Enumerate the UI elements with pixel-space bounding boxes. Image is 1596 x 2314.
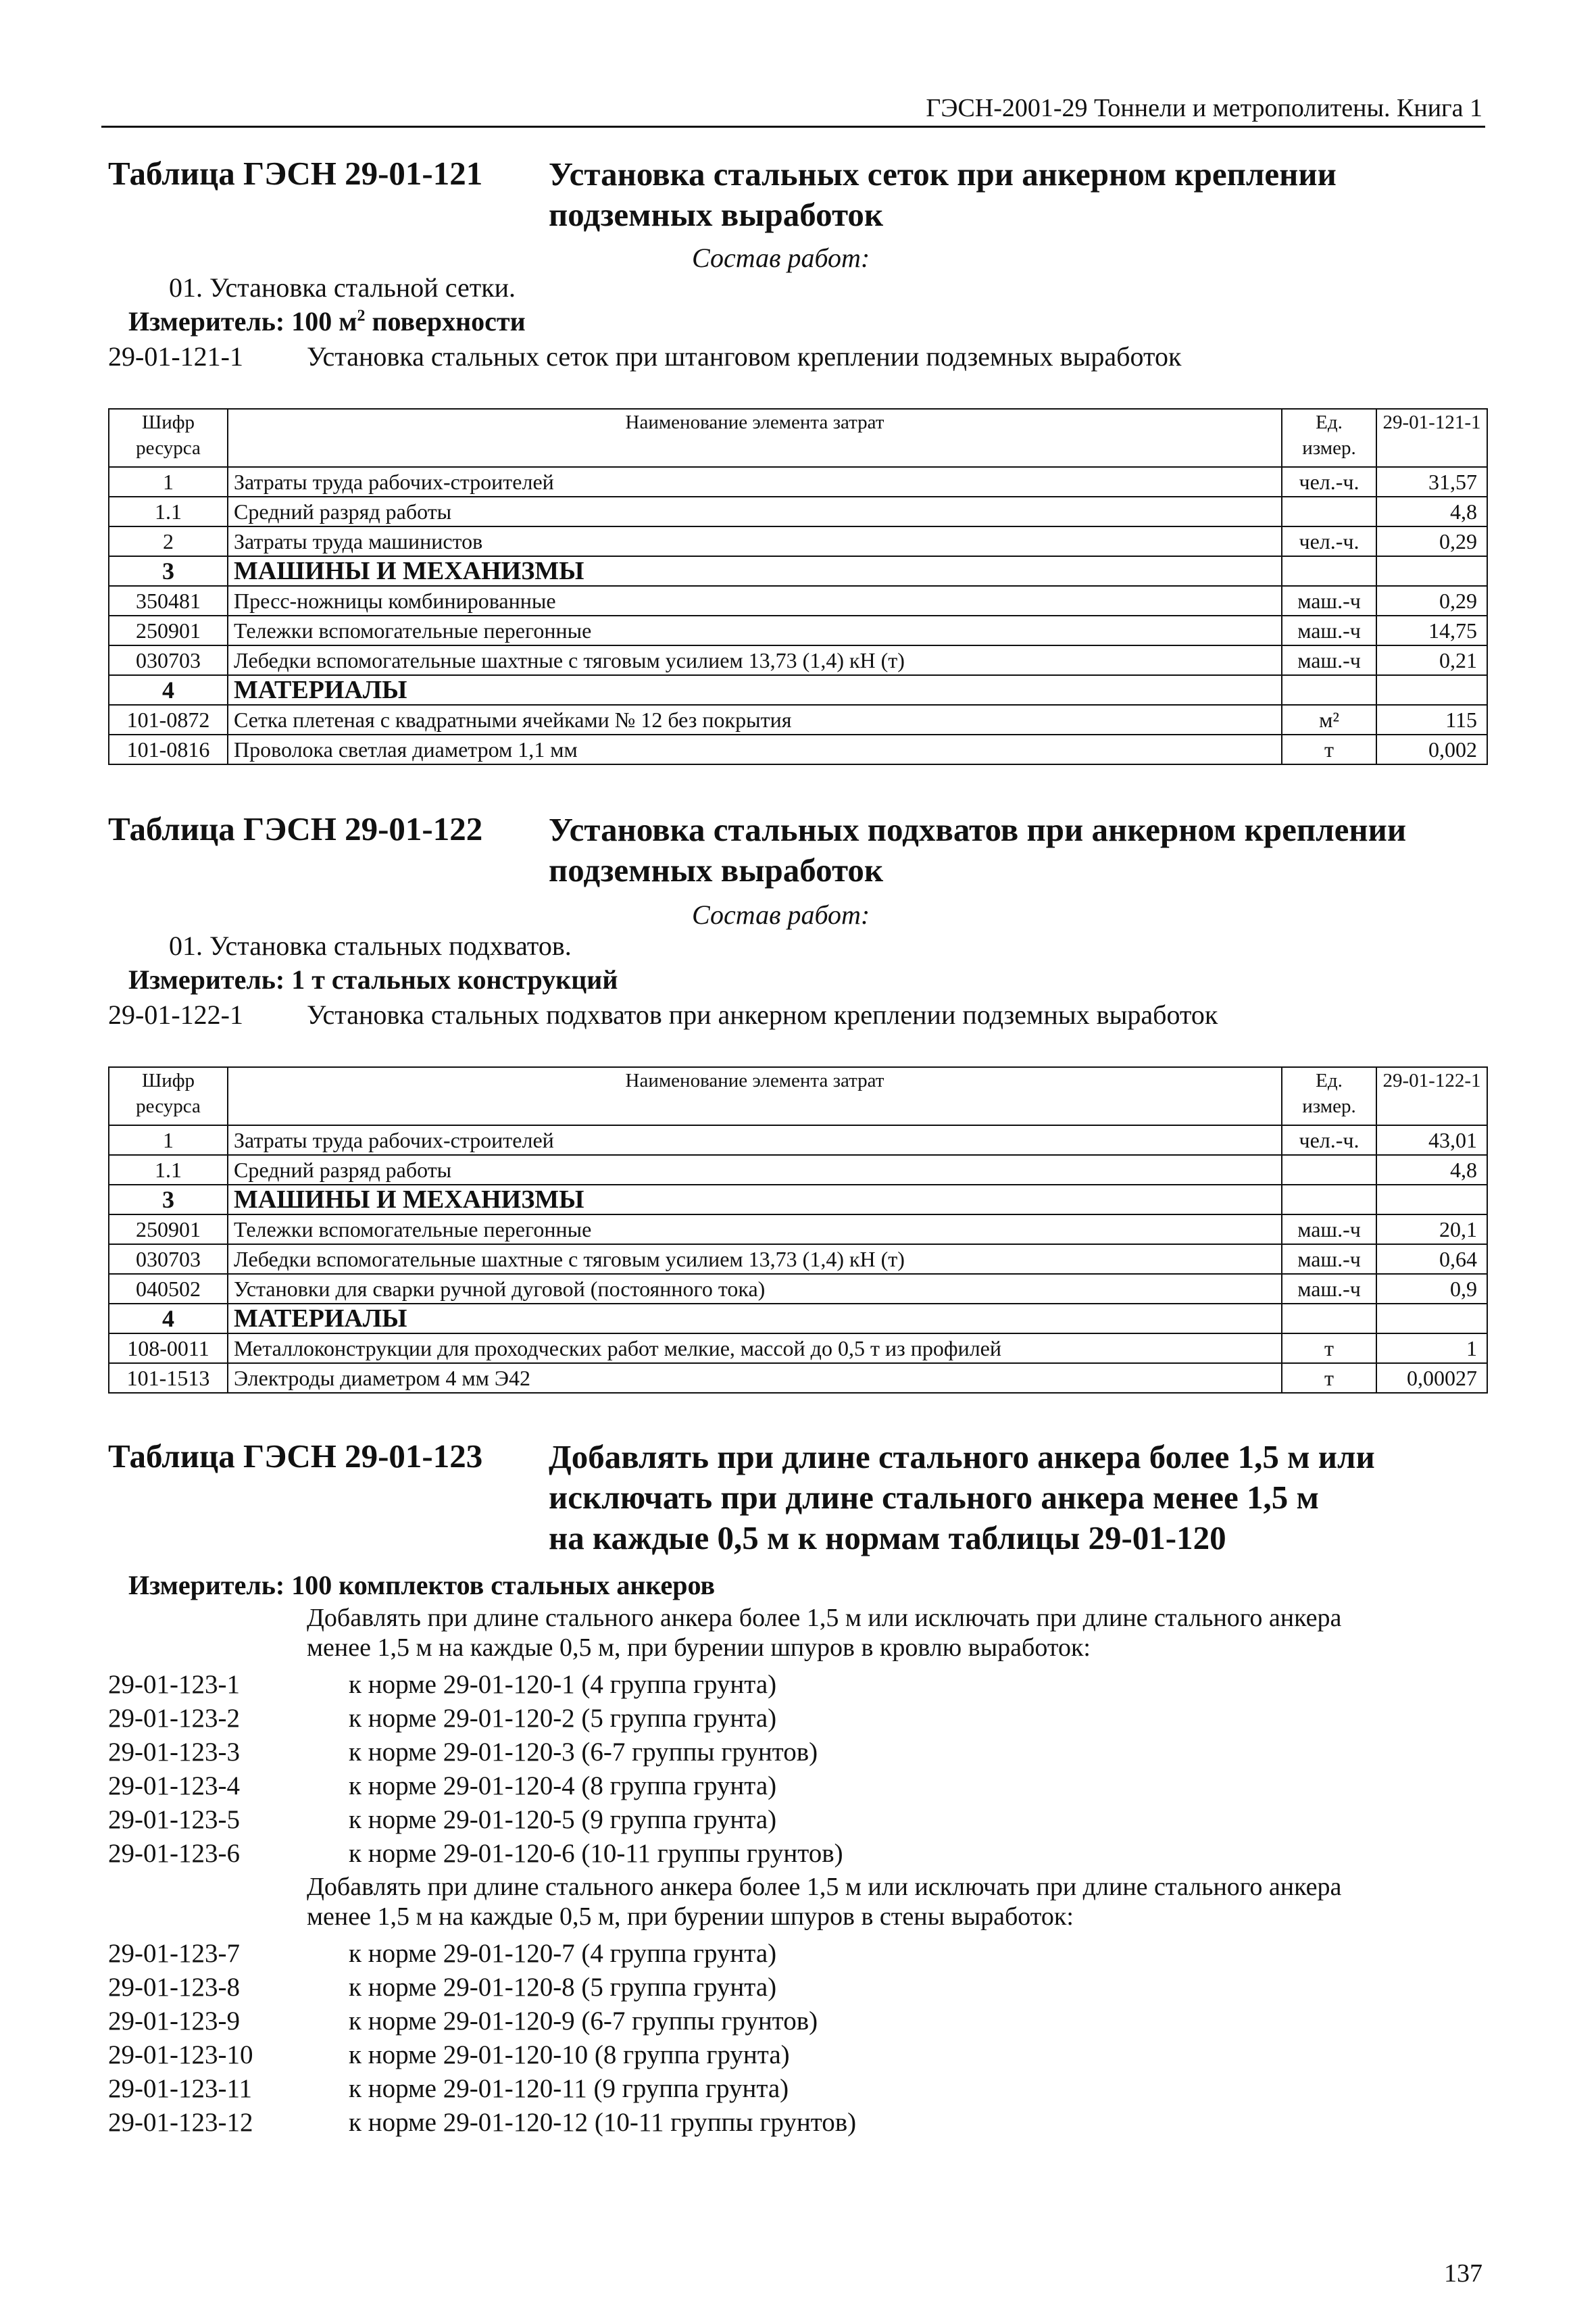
norm-code: 29-01-123-3 bbox=[108, 1738, 240, 1767]
col-header-code: Шифр ресурса bbox=[109, 1067, 228, 1125]
value-cell: 0,21 bbox=[1376, 645, 1487, 675]
unit-cell: т bbox=[1282, 1363, 1376, 1393]
running-header: ГЭСН-2001-29 Тоннели и метрополитены. Книга 1 bbox=[926, 94, 1482, 122]
resource-code-cell: 350481 bbox=[109, 586, 228, 616]
resource-code-cell: 1.1 bbox=[109, 1155, 228, 1185]
resource-code-cell: 1 bbox=[109, 467, 228, 497]
resource-name-cell: Установки для сварки ручной дуговой (постоянного тока) bbox=[228, 1274, 1282, 1304]
table-row bbox=[109, 735, 1487, 764]
unit-cell bbox=[1282, 1155, 1376, 1185]
resource-code-cell: 101-0816 bbox=[109, 735, 228, 764]
table-row bbox=[109, 467, 1487, 497]
resource-code-cell: 108-0011 bbox=[109, 1333, 228, 1363]
measure-value: 100 м bbox=[291, 306, 357, 337]
table-122-resources bbox=[108, 1066, 1488, 1394]
table-row bbox=[109, 526, 1487, 556]
value-cell bbox=[1376, 1185, 1487, 1214]
resource-code-cell: 2 bbox=[109, 526, 228, 556]
unit-cell bbox=[1282, 497, 1376, 526]
unit-cell bbox=[1282, 675, 1376, 705]
norm-text: к норме 29-01-120-11 (9 группа грунта) bbox=[349, 2074, 789, 2103]
col-header-code: Шифр ресурса bbox=[109, 409, 228, 467]
table-122-work-composition-heading: Состав работ: bbox=[692, 900, 870, 930]
col-header-name: Наименование элемента затрат bbox=[228, 1067, 1282, 1125]
value-cell: 0,9 bbox=[1376, 1274, 1487, 1304]
page-number: 137 bbox=[1444, 2259, 1482, 2288]
norm-code: 29-01-123-2 bbox=[108, 1704, 240, 1733]
unit-cell bbox=[1282, 1304, 1376, 1333]
table-row bbox=[109, 1214, 1487, 1244]
table-123-title-line1: Добавлять при длине стального анкера более 1,5 м или bbox=[549, 1438, 1375, 1475]
norm-code: 29-01-123-4 bbox=[108, 1771, 240, 1800]
resource-name-cell: Затраты труда рабочих-строителей bbox=[228, 467, 1282, 497]
norm-code: 29-01-123-12 bbox=[108, 2108, 253, 2137]
value-cell: 43,01 bbox=[1376, 1125, 1487, 1155]
measure-label: Измеритель: bbox=[128, 964, 285, 995]
resource-code-cell: 250901 bbox=[109, 616, 228, 645]
norm-code: 29-01-123-1 bbox=[108, 1670, 240, 1699]
value-cell bbox=[1376, 1304, 1487, 1333]
resource-code-cell: 1 bbox=[109, 1125, 228, 1155]
norm-text: к норме 29-01-120-10 (8 группа грунта) bbox=[349, 2040, 790, 2069]
norm-text: к норме 29-01-120-7 (4 группа грунта) bbox=[349, 1939, 777, 1968]
norm-text: к норме 29-01-120-1 (4 группа грунта) bbox=[349, 1670, 777, 1699]
norm-text: к норме 29-01-120-5 (9 группа грунта) bbox=[349, 1805, 777, 1834]
col-header-unit: Ед. измер. bbox=[1282, 409, 1376, 467]
table-121-work-item: 01. Установка стальной сетки. bbox=[169, 272, 516, 303]
resource-code-cell: 1.1 bbox=[109, 497, 228, 526]
col-header-name: Наименование элемента затрат bbox=[228, 409, 1282, 467]
unit-cell: маш.-ч bbox=[1282, 1214, 1376, 1244]
table-row bbox=[109, 556, 1487, 586]
table-row bbox=[109, 1244, 1487, 1274]
norm-code: 29-01-123-8 bbox=[108, 1973, 240, 2002]
resource-name-cell: Средний разряд работы bbox=[228, 1155, 1282, 1185]
resource-code-cell: 3 bbox=[109, 1185, 228, 1214]
table-122-measure bbox=[128, 964, 618, 995]
norm-text: к норме 29-01-120-4 (8 группа грунта) bbox=[349, 1771, 777, 1800]
intro-line: менее 1,5 м на каждые 0,5 м, при бурении шпуров в кровлю выработок: bbox=[307, 1633, 1091, 1662]
table-122-label: Таблица ГЭСН 29-01-122 bbox=[108, 810, 483, 847]
norm-code: 29-01-123-7 bbox=[108, 1939, 240, 1968]
value-cell: 20,1 bbox=[1376, 1214, 1487, 1244]
resource-name-cell: Средний разряд работы bbox=[228, 497, 1282, 526]
value-cell bbox=[1376, 675, 1487, 705]
value-cell: 4,8 bbox=[1376, 1155, 1487, 1185]
table-123-title bbox=[549, 1437, 1375, 1558]
table-row bbox=[109, 1363, 1487, 1393]
unit-cell: маш.-ч bbox=[1282, 645, 1376, 675]
value-cell: 0,29 bbox=[1376, 586, 1487, 616]
resource-name-cell: Тележки вспомогательные перегонные bbox=[228, 616, 1282, 645]
unit-cell bbox=[1282, 556, 1376, 586]
resource-code-cell: 250901 bbox=[109, 1214, 228, 1244]
norm-code: 29-01-123-10 bbox=[108, 2040, 253, 2069]
table-row bbox=[109, 675, 1487, 705]
table-122-norm-code: 29-01-122-1 bbox=[108, 1000, 243, 1030]
table-121-work-composition-heading: Состав работ: bbox=[692, 243, 870, 273]
norm-code: 29-01-123-11 bbox=[108, 2074, 253, 2103]
table-row bbox=[109, 705, 1487, 735]
col-header-unit: Ед. измер. bbox=[1282, 1067, 1376, 1125]
unit-cell bbox=[1282, 1185, 1376, 1214]
table-123-intro-1 bbox=[307, 1603, 1341, 1663]
table-122-title-line1: Установка стальных подхватов при анкерном креплении bbox=[549, 811, 1407, 848]
table-123-measure bbox=[128, 1569, 715, 1601]
norm-text: к норме 29-01-120-3 (6-7 группы грунтов) bbox=[349, 1738, 818, 1767]
resource-code-cell: 4 bbox=[109, 675, 228, 705]
table-row bbox=[109, 1185, 1487, 1214]
value-cell: 0,00027 bbox=[1376, 1363, 1487, 1393]
table-row bbox=[109, 586, 1487, 616]
intro-line: менее 1,5 м на каждые 0,5 м, при бурении шпуров в стены выработок: bbox=[307, 1902, 1074, 1931]
resource-name-cell: Затраты труда рабочих-строителей bbox=[228, 1125, 1282, 1155]
header-rule bbox=[101, 126, 1485, 128]
resource-name-cell: Тележки вспомогательные перегонные bbox=[228, 1214, 1282, 1244]
table-121-title-line1: Установка стальных сеток при анкерном креплении bbox=[549, 155, 1337, 193]
table-row bbox=[109, 1304, 1487, 1333]
resource-name-cell: Металлоконструкции для проходческих работ мелкие, массой до 0,5 т из профилей bbox=[228, 1333, 1282, 1363]
resource-code-cell: 040502 bbox=[109, 1274, 228, 1304]
norm-text: к норме 29-01-120-6 (10-11 группы грунтов) bbox=[349, 1839, 843, 1868]
table-row bbox=[109, 1333, 1487, 1363]
resource-name-cell: МАТЕРИАЛЫ bbox=[228, 1304, 1282, 1333]
value-cell: 0,64 bbox=[1376, 1244, 1487, 1274]
norm-code: 29-01-123-5 bbox=[108, 1805, 240, 1834]
table-121-title-line2: подземных выработок bbox=[549, 196, 884, 233]
value-cell: 0,002 bbox=[1376, 735, 1487, 764]
resource-name-cell: МАШИНЫ И МЕХАНИЗМЫ bbox=[228, 1185, 1282, 1214]
table-121-resources bbox=[108, 408, 1488, 765]
table-123-title-line2: исключать при длине стального анкера менее 1,5 м bbox=[549, 1479, 1319, 1516]
table-row bbox=[109, 645, 1487, 675]
table-122-title bbox=[549, 810, 1406, 891]
table-122-title-line2: подземных выработок bbox=[549, 852, 884, 889]
measure-value: 1 т стальных конструкций bbox=[291, 964, 618, 995]
unit-cell: чел.-ч. bbox=[1282, 1125, 1376, 1155]
table-121-label: Таблица ГЭСН 29-01-121 bbox=[108, 155, 483, 192]
norm-code: 29-01-123-6 bbox=[108, 1839, 240, 1868]
resource-name-cell: Пресс-ножницы комбинированные bbox=[228, 586, 1282, 616]
norm-code: 29-01-123-9 bbox=[108, 2007, 240, 2036]
norm-text: к норме 29-01-120-8 (5 группа грунта) bbox=[349, 1973, 777, 2002]
table-122-norm-text: Установка стальных подхватов при анкерном креплении подземных выработок bbox=[307, 1000, 1218, 1030]
norm-text: к норме 29-01-120-2 (5 группа грунта) bbox=[349, 1704, 777, 1733]
unit-cell: чел.-ч. bbox=[1282, 526, 1376, 556]
resource-name-cell: Проволока светлая диаметром 1,1 мм bbox=[228, 735, 1282, 764]
unit-cell: маш.-ч bbox=[1282, 1244, 1376, 1274]
value-cell: 1 bbox=[1376, 1333, 1487, 1363]
resource-name-cell: Лебедки вспомогательные шахтные с тяговым усилием 13,73 (1,4) кН (т) bbox=[228, 1244, 1282, 1274]
col-header-norm: 29-01-122-1 bbox=[1376, 1067, 1487, 1125]
resource-name-cell: Электроды диаметром 4 мм Э42 bbox=[228, 1363, 1282, 1393]
unit-cell: маш.-ч bbox=[1282, 586, 1376, 616]
resource-code-cell: 4 bbox=[109, 1304, 228, 1333]
measure-value: 100 комплектов стальных анкеров bbox=[291, 1570, 716, 1600]
value-cell: 14,75 bbox=[1376, 616, 1487, 645]
table-123-label: Таблица ГЭСН 29-01-123 bbox=[108, 1437, 483, 1475]
resource-code-cell: 030703 bbox=[109, 1244, 228, 1274]
col-header-norm: 29-01-121-1 bbox=[1376, 409, 1487, 467]
table-row bbox=[109, 616, 1487, 645]
unit-cell: маш.-ч bbox=[1282, 616, 1376, 645]
resource-name-cell: Сетка плетеная с квадратными ячейками № 12 без покрытия bbox=[228, 705, 1282, 735]
resource-code-cell: 101-0872 bbox=[109, 705, 228, 735]
value-cell: 31,57 bbox=[1376, 467, 1487, 497]
table-121-norm-text: Установка стальных сеток при штанговом креплении подземных выработок bbox=[307, 341, 1182, 372]
value-cell bbox=[1376, 556, 1487, 586]
table-121-norm-code: 29-01-121-1 bbox=[108, 341, 243, 372]
table-row bbox=[109, 1274, 1487, 1304]
resource-name-cell: МАТЕРИАЛЫ bbox=[228, 675, 1282, 705]
norm-text: к норме 29-01-120-9 (6-7 группы грунтов) bbox=[349, 2007, 818, 2036]
unit-cell: т bbox=[1282, 1333, 1376, 1363]
table-row bbox=[109, 1155, 1487, 1185]
resource-code-cell: 3 bbox=[109, 556, 228, 586]
table-121-title bbox=[549, 154, 1337, 235]
table-121-measure bbox=[128, 305, 526, 337]
intro-line: Добавлять при длине стального анкера более 1,5 м или исключать при длине стального анкера bbox=[307, 1873, 1342, 1901]
value-cell: 0,29 bbox=[1376, 526, 1487, 556]
measure-label: Измеритель: bbox=[128, 306, 285, 337]
table-row bbox=[109, 497, 1487, 526]
table-123-intro-2 bbox=[307, 1872, 1341, 1931]
unit-cell: маш.-ч bbox=[1282, 1274, 1376, 1304]
value-cell: 4,8 bbox=[1376, 497, 1487, 526]
measure-superscript: 2 bbox=[357, 307, 366, 325]
intro-line: Добавлять при длине стального анкера более 1,5 м или исключать при длине стального анкера bbox=[307, 1604, 1342, 1632]
unit-cell: м² bbox=[1282, 705, 1376, 735]
resource-name-cell: Лебедки вспомогательные шахтные с тяговым усилием 13,73 (1,4) кН (т) bbox=[228, 645, 1282, 675]
table-row bbox=[109, 1125, 1487, 1155]
unit-cell: т bbox=[1282, 735, 1376, 764]
value-cell: 115 bbox=[1376, 705, 1487, 735]
table-123-title-line3: на каждые 0,5 м к нормам таблицы 29-01-120 bbox=[549, 1519, 1226, 1556]
resource-name-cell: МАШИНЫ И МЕХАНИЗМЫ bbox=[228, 556, 1282, 586]
table-122-work-item: 01. Установка стальных подхватов. bbox=[169, 931, 572, 961]
resource-code-cell: 030703 bbox=[109, 645, 228, 675]
measure-rest: поверхности bbox=[365, 306, 526, 337]
unit-cell: чел.-ч. bbox=[1282, 467, 1376, 497]
resource-code-cell: 101-1513 bbox=[109, 1363, 228, 1393]
resource-name-cell: Затраты труда машинистов bbox=[228, 526, 1282, 556]
norm-text: к норме 29-01-120-12 (10-11 группы грунтов) bbox=[349, 2108, 857, 2137]
measure-label: Измеритель: bbox=[128, 1570, 285, 1600]
